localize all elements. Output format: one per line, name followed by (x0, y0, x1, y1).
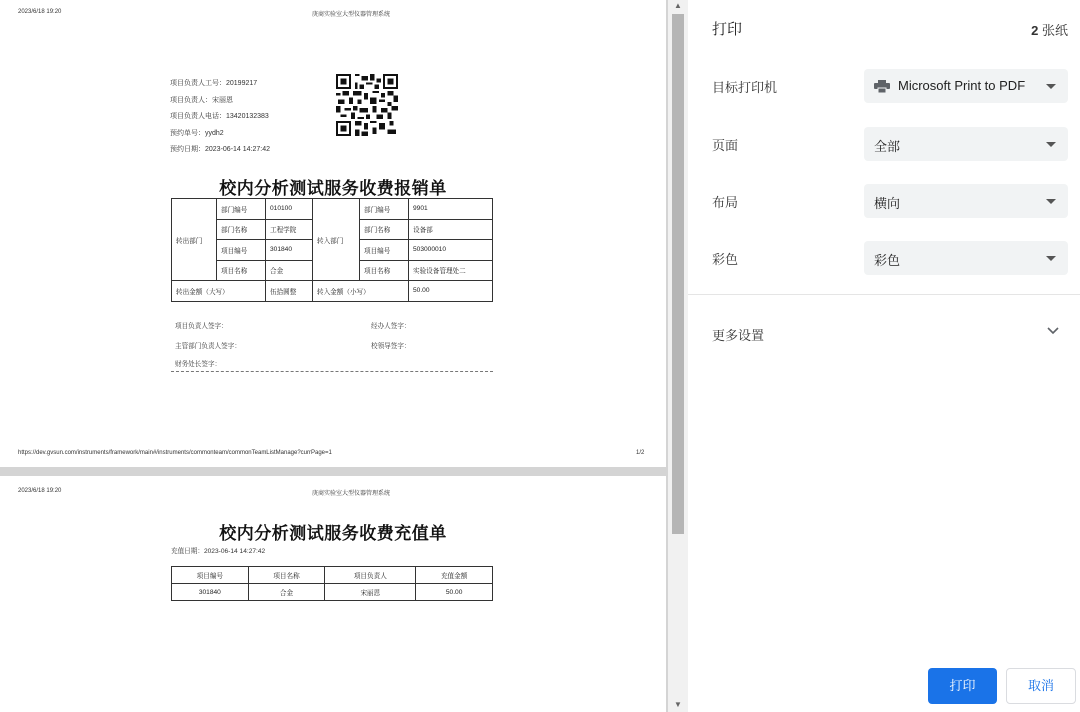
chevron-down-icon (1046, 256, 1056, 261)
layout-select[interactable] (864, 184, 1068, 218)
destination-select[interactable] (864, 69, 1068, 103)
out-proj-name-label: 项目名称 (217, 260, 266, 281)
qr-code-icon (336, 74, 398, 136)
phone-line: 项目负责人电话：13420132383 (170, 113, 269, 120)
out-dept-name-label: 部门名称 (217, 219, 266, 240)
destination-value: Microsoft Print to PDF (898, 78, 1026, 93)
cancel-button[interactable]: 取消 (1006, 668, 1076, 704)
table-cell: 合金 (248, 584, 325, 601)
out-amount-value: 伍拾圆整 (266, 281, 313, 302)
out-dept-code-label: 部门编号 (217, 199, 266, 220)
in-amount-label: 转入金额（小写） (313, 281, 409, 302)
chevron-down-icon (1046, 84, 1056, 89)
print-button[interactable]: 打印 (928, 668, 997, 704)
column-header: 项目负责人 (325, 567, 416, 584)
layout-value: 横向 (874, 196, 901, 211)
out-proj-name-value: 合金 (266, 260, 313, 281)
column-header: 项目名称 (248, 567, 325, 584)
preview-scrollbar[interactable] (668, 0, 688, 712)
chevron-down-icon (1046, 142, 1056, 147)
booking-date-line: 预约日期：2023-06-14 14:27:42 (170, 146, 270, 153)
color-value: 彩色 (874, 253, 901, 268)
out-proj-code-label: 项目编号 (217, 240, 266, 261)
column-header: 项目编号 (172, 567, 249, 584)
color-select[interactable] (864, 241, 1068, 275)
in-dept-code-value: 9901 (409, 199, 493, 220)
in-proj-code-value: 503000010 (409, 240, 493, 261)
recharge-date: 充值日期：2023-06-14 14:27:42 (171, 548, 266, 555)
reimbursement-table (171, 198, 493, 302)
applicant-info (170, 76, 270, 159)
reimbursement-form-title: 校内分析测试服务收费报销单 (219, 179, 447, 198)
table-cell: 50.00 (416, 584, 493, 601)
preview-page-1 (0, 0, 666, 467)
leader-signature: 校领导签字： (371, 343, 411, 350)
staff-id-line: 项目负责人工号：20199217 (170, 80, 258, 87)
dashed-divider (171, 371, 493, 372)
in-proj-name-label: 项目名称 (360, 260, 409, 281)
out-dept-header: 转出部门 (172, 199, 217, 281)
page-footer-number: 1/2 (636, 450, 645, 456)
chevron-down-icon[interactable] (1046, 326, 1060, 336)
page-footer-url: https://dev.gvsun.com/instruments/framework/main#/instruments/commonteam/commonTeamListManage?currPage=1 (18, 450, 332, 456)
table-cell: 301840 (172, 584, 249, 601)
pages-value: 全部 (874, 139, 901, 154)
out-proj-code-value: 301840 (266, 240, 313, 261)
scroll-up-arrow-icon[interactable]: ▲ (674, 1, 682, 10)
pages-label: 页面 (712, 138, 739, 153)
printer-icon (874, 80, 890, 93)
scroll-down-arrow-icon[interactable]: ▼ (674, 700, 682, 709)
handler-signature: 经办人签字： (371, 323, 411, 330)
manager-line: 项目负责人：宋丽恩 (170, 96, 233, 104)
out-amount-label: 转出金额（大写） (172, 281, 266, 302)
dept-head-signature: 主管部门负责人签字： (175, 343, 241, 350)
in-proj-name-value: 实验设备管理处二 (409, 260, 493, 281)
destination-label: 目标打印机 (712, 80, 778, 95)
in-dept-code-label: 部门编号 (360, 199, 409, 220)
page-header-date: 2023/6/18 19:20 (18, 9, 62, 15)
recharge-form-title: 校内分析测试服务收费充值单 (219, 524, 447, 543)
table-row (172, 584, 493, 601)
manager-signature: 项目负责人签字： (175, 323, 228, 330)
finance-signature: 财务处长签字： (175, 361, 222, 368)
page-header-system-name: 庚商实验室大型仪器管理系统 (312, 12, 391, 18)
out-dept-name-value: 工程学院 (266, 219, 313, 240)
page-header-date: 2023/6/18 19:20 (18, 488, 62, 494)
in-dept-name-value: 设备部 (409, 219, 493, 240)
sheet-count-unit: 张纸 (1041, 23, 1068, 38)
recharge-table (171, 566, 493, 601)
table-cell: 宋丽恩 (325, 584, 416, 601)
more-settings-toggle[interactable]: 更多设置 (712, 328, 765, 343)
in-proj-code-label: 项目编号 (360, 240, 409, 261)
sheet-count-number: 2 (1031, 23, 1039, 38)
in-dept-header: 转入部门 (313, 199, 360, 281)
page-header-system-name: 庚商实验室大型仪器管理系统 (312, 491, 391, 497)
chevron-down-icon (1046, 199, 1056, 204)
print-settings-panel (688, 0, 1080, 712)
layout-label: 布局 (712, 195, 739, 210)
booking-no-line: 预约单号：yydh2 (170, 129, 224, 137)
panel-divider (688, 294, 1080, 295)
column-header: 充值金额 (416, 567, 493, 584)
out-dept-code-value: 010100 (266, 199, 313, 220)
in-dept-name-label: 部门名称 (360, 219, 409, 240)
color-label: 彩色 (712, 252, 739, 267)
pages-select[interactable] (864, 127, 1068, 161)
sheet-count (1031, 20, 1068, 39)
panel-title: 打印 (712, 21, 743, 38)
in-amount-value: 50.00 (409, 281, 493, 302)
scroll-thumb[interactable] (672, 14, 684, 534)
table-header-row (172, 567, 493, 584)
